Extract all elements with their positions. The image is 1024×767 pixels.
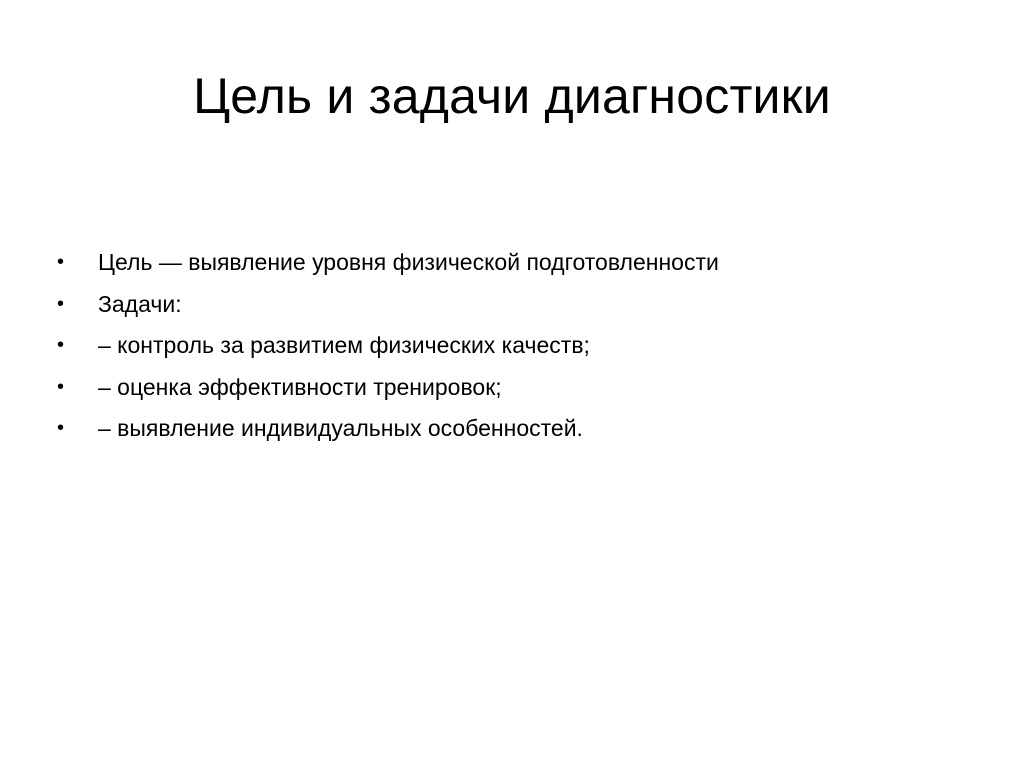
bullet-text: – контроль за развитием физических качеств; <box>98 332 590 358</box>
bullet-icon: • <box>57 292 65 315</box>
bullet-icon: • <box>57 251 65 273</box>
bullet-text: Задачи: <box>98 290 182 317</box>
bullet-text: – оценка эффективности тренировок; <box>98 373 502 400</box>
slide-title: Цель и задачи диагностики <box>193 68 831 124</box>
bullet-icon: • <box>57 375 65 398</box>
bullet-text: – выявление индивидуальных особенностей. <box>98 415 583 441</box>
bullet-icon: • <box>57 334 65 356</box>
bullet-icon: • <box>57 417 65 439</box>
bullet-text: Цель — выявление уровня физической подготовленности <box>98 249 719 275</box>
